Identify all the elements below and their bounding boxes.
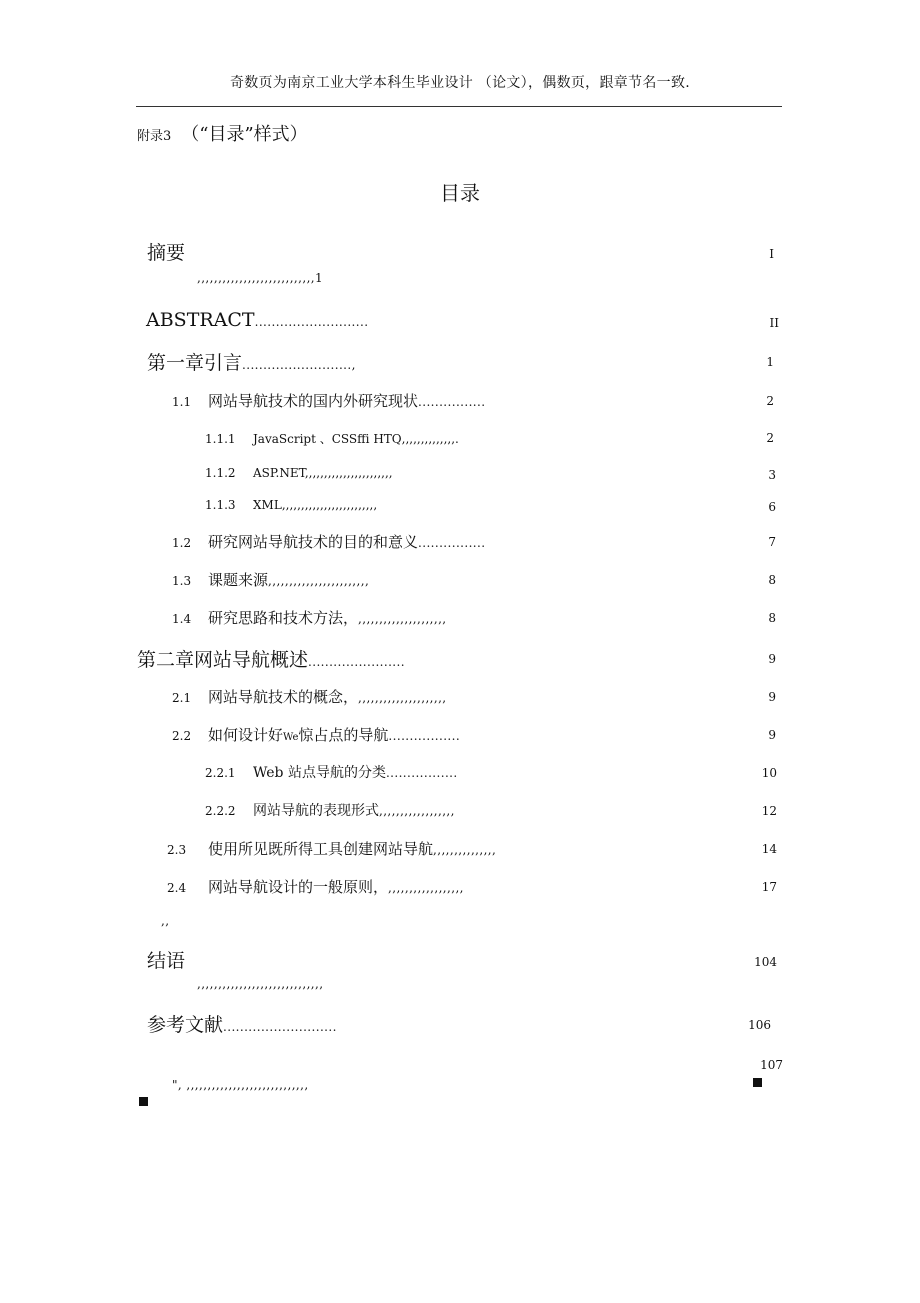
toc-entry-title: 1.3 课题来源,,,,,,,,,,,,,,,,,,,,,,,, (172, 571, 370, 589)
toc-entry-title: 2.2.1 Web 站点导航的分类................. (205, 765, 458, 781)
toc-entry-page: 10 (761, 766, 777, 780)
toc-entry-page: 9 (768, 728, 776, 742)
toc-entry-title: 1.2 研究网站导航技术的目的和意义................ (172, 533, 486, 551)
toc-entry-dots: ,,,,,,,,,,,,,,,,,,,,,,, (304, 466, 393, 480)
toc-entry-page: 106 (748, 1018, 771, 1032)
toc-entry-dots: ................. (388, 729, 461, 743)
toc-entry-title: 1.4 研究思路和技术方法，,,,,,,,,,,,,,,,,,,,,, (172, 609, 447, 627)
toc-entry-title: ABSTRACT........................... (146, 309, 369, 331)
toc-entry-dots: ", ,,,,,,,,,,,,,,,,,,,,,,,,,,,,, (172, 1078, 309, 1092)
toc-entry-title: 2.4 网站导航设计的一般原则，,,,,,,,,,,,,,,,,,, (167, 878, 464, 896)
toc-entry-section-2-2[interactable] (0, 724, 920, 750)
toc-entry-dots: ....................... (308, 655, 405, 669)
toc-entry-page: 3 (768, 468, 776, 482)
toc-entry-abstract-en[interactable] (0, 309, 920, 335)
appendix-title: （“目录”样式） (181, 124, 308, 145)
toc-entry-section-2-2-1[interactable] (0, 762, 920, 788)
toc-entry-dots: ,,,,,,,,,,,,,,,,,,,,,,,,,,,,,, (197, 977, 324, 991)
toc-entry-title: 1.1.3 XML,,,,,,,,,,,,,,,,,,,,,,,,, (205, 498, 378, 512)
toc-entry-section-2-3[interactable] (0, 838, 920, 864)
toc-entry-dots: ................. (385, 766, 458, 780)
toc-entry-page: 14 (761, 842, 777, 856)
toc-entry-conclusion[interactable] (0, 946, 920, 991)
toc-entry-dots: ................ (418, 395, 486, 409)
toc-entry-title: 2.3 使用所见既所得工具创建网站导航,,,,,,,,,,,,,,, (167, 840, 497, 858)
toc-entry-page: 8 (768, 611, 776, 625)
toc-entry-section-1-3[interactable] (0, 569, 920, 595)
toc-entry-page: II (769, 316, 779, 330)
toc-entry-title: 2.2 如何设计好We惊占点的导航................. (172, 726, 461, 744)
toc-entry-page: I (769, 247, 774, 261)
toc-entry-dots: ,,,,,,,,,,,,,,, (433, 843, 497, 857)
toc-entry-dots: ,,,,,,,,,,,,,,,,,, (379, 804, 455, 818)
toc-entry-dots: ,,,,,,,,,,,,,,,,,,,,,,,, (268, 574, 370, 588)
toc-entry-references[interactable] (0, 1010, 920, 1036)
toc-entry-title: 结语 (147, 950, 186, 972)
toc-entry-page: 12 (761, 804, 777, 818)
toc-title: 目录 (440, 181, 480, 205)
toc-entry-dots: ,,,,,,,,,,,,,,,,,, (388, 881, 464, 895)
toc-entry-dots: .........................., (242, 358, 356, 372)
toc-entry-page: 9 (768, 652, 776, 666)
toc-entry-section-2-2-2[interactable] (0, 800, 920, 826)
appendix-label: 附录3 (137, 129, 172, 144)
toc-entry-page: 107 (760, 1058, 783, 1072)
toc-entry-section-1-2[interactable] (0, 531, 920, 557)
toc-ellipsis: ,, (161, 914, 170, 928)
toc-entry-page: 9 (768, 690, 776, 704)
toc-entry-section-1-1-1[interactable] (0, 430, 920, 456)
toc-entry-dots: ,,,,,,,,,,,,,,,,,,,,,,,,,,,,1 (197, 271, 324, 285)
toc-entry-page: 7 (768, 535, 776, 549)
toc-entry-title: 摘要 (147, 242, 186, 264)
toc-entry-page: 1 (766, 355, 774, 369)
toc-entry-title: 2.2.2 网站导航的表现形式,,,,,,,,,,,,,,,,,, (205, 803, 455, 819)
toc-entry-page: 17 (761, 880, 777, 894)
toc-entry-chapter-2[interactable] (0, 645, 920, 671)
toc-entry-title: 1.1.2 ASP.NET,,,,,,,,,,,,,,,,,,,,,,, (205, 466, 393, 480)
toc-entry-dots: ................ (418, 536, 486, 550)
toc-entry-section-1-1-2[interactable] (0, 466, 920, 492)
toc-entry-dots: ,,,,,,,,,,,,,,,,,,,,, (358, 612, 447, 626)
toc-entry-title: 1.1 网站导航技术的国内外研究现状................ (172, 392, 486, 410)
header-rule (136, 106, 782, 107)
toc-entry-page: 2 (766, 394, 774, 408)
toc-entry-section-2-1[interactable] (0, 686, 920, 712)
toc-entry-dots: ........................... (254, 315, 369, 329)
toc-entry-chapter-1[interactable] (0, 348, 920, 374)
toc-entry-title: 参考文献........................... (147, 1014, 337, 1036)
toc-entry-title: 1.1.1 JavaScript 、CSSffi HTQ,,,,,,,,,,,,,,. (205, 432, 459, 446)
page-header: 奇数页为南京工业大学本科生毕业设计 （论文），偶数页，跟章节名一致. (229, 75, 691, 91)
toc-entry-section-1-4[interactable] (0, 607, 920, 633)
toc-entry-dots: ,,,,,,,,,,,,,,,,,,,,, (358, 691, 447, 705)
square-bullet-icon (139, 1097, 148, 1106)
toc-entry-section-2-4[interactable] (0, 876, 920, 902)
toc-entry-abstract-cn[interactable] (0, 238, 920, 285)
toc-entry-section-1-1-3[interactable] (0, 498, 920, 524)
toc-entry-dots: ,,,,,,,,,,,,,,. (401, 432, 459, 446)
toc-entry-section-1-1[interactable] (0, 390, 920, 416)
toc-entry-dots: ,,,,,,,,,,,,,,,,,,,,,,,,, (281, 498, 378, 512)
toc-entry-page: 104 (754, 955, 777, 969)
toc-entry-title: 第一章引言.........................., (147, 352, 356, 374)
toc-entry-last[interactable] (0, 1058, 920, 1092)
toc-entry-page: 6 (768, 500, 776, 514)
toc-entry-dots: ........................... (223, 1020, 337, 1034)
toc-entry-title: 2.1 网站导航技术的概念，,,,,,,,,,,,,,,,,,,,,, (172, 688, 447, 706)
square-bullet-icon (753, 1078, 762, 1087)
toc-entry-page: 8 (768, 573, 776, 587)
appendix-caption (137, 120, 308, 146)
toc-entry-page: 2 (766, 431, 774, 445)
toc-entry-title: 第二章网站导航概述....................... (137, 649, 405, 671)
